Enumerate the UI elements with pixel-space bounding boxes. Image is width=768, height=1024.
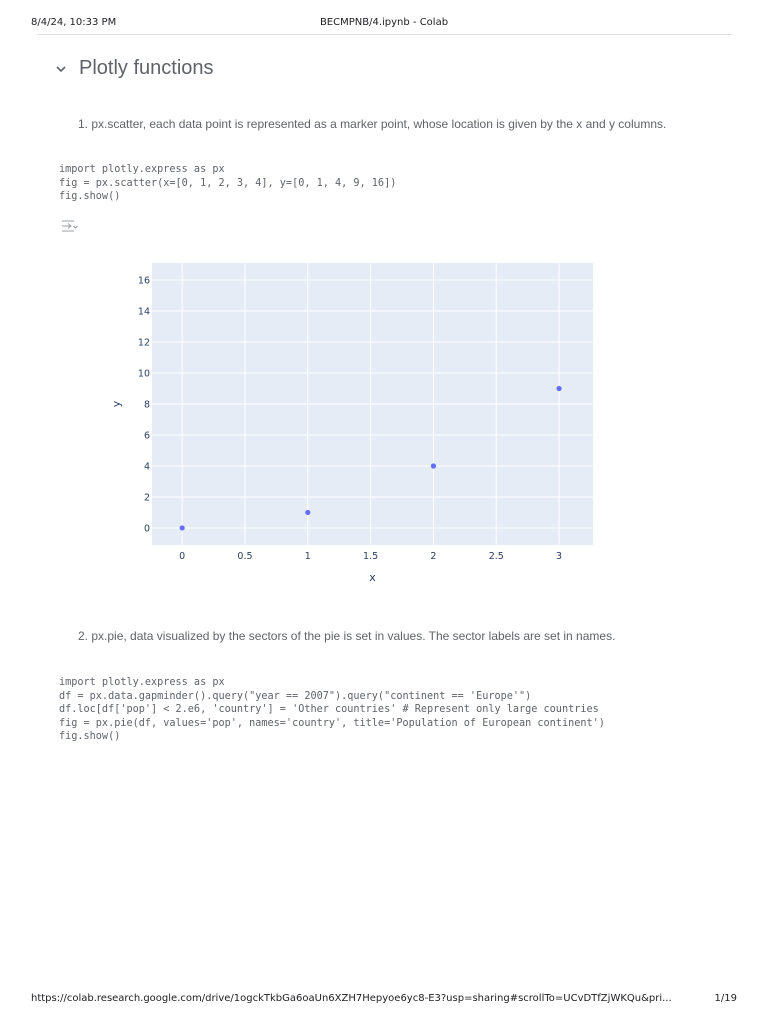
section-title: Plotly functions <box>79 57 214 79</box>
chevron-down-icon[interactable] <box>53 61 69 77</box>
y-tick-label: 16 <box>137 275 150 287</box>
y-axis-label: y <box>110 400 123 408</box>
y-tick-label: 4 <box>143 461 150 473</box>
y-tick-label: 2 <box>143 492 150 504</box>
page-number: 1/19 <box>714 993 737 1004</box>
y-tick-label: 8 <box>143 399 150 411</box>
x-tick-label: 2 <box>430 551 437 562</box>
x-tick-label: 0.5 <box>237 551 253 562</box>
code-cell-1[interactable] <box>59 163 396 204</box>
y-tick-label: 6 <box>143 430 150 442</box>
y-tick-label: 0 <box>143 523 150 535</box>
markdown-cell-1: 1. px.scatter, each data point is represented as a marker point, whose location is given by the x and y columns. <box>78 117 667 131</box>
x-axis-label: x <box>369 571 376 584</box>
y-tick-label: 10 <box>137 368 150 380</box>
header-divider <box>37 34 732 35</box>
x-tick-label: 1.5 <box>363 551 379 562</box>
scatter-chart[interactable] <box>100 255 600 585</box>
x-tick-label: 1 <box>304 551 311 562</box>
x-tick-label: 3 <box>556 551 563 562</box>
data-point <box>180 525 185 530</box>
code-line: df.loc[df['pop'] < 2.e6, 'country'] = 'Other countries' # Represent only large countries <box>59 704 599 716</box>
y-tick-label: 12 <box>137 337 150 349</box>
code-line: fig = px.pie(df, values='pop', names='country', title='Population of European continent') <box>59 717 605 729</box>
y-tick-label: 14 <box>137 306 150 318</box>
x-tick-label: 2.5 <box>488 551 504 562</box>
data-point <box>305 510 310 515</box>
code-cell-2[interactable] <box>59 676 605 744</box>
data-point <box>556 386 561 391</box>
print-datetime: 8/4/24, 10:33 PM <box>31 17 117 28</box>
code-line: fig.show() <box>59 731 121 743</box>
code-line: fig = px.scatter(x=[0, 1, 2, 3, 4], y=[0, 1, 4, 9, 16]) <box>59 177 397 189</box>
code-line: import plotly.express as px <box>59 677 225 688</box>
section-header[interactable] <box>53 57 214 80</box>
markdown-cell-2: 2. px.pie, data visualized by the sectors of the pie is set in values. The sector labels are set in names. <box>78 629 616 643</box>
x-tick-labels <box>179 551 562 562</box>
code-line: df = px.data.gapminder().query("year == 2007").query("continent == 'Europe'") <box>59 690 532 702</box>
page-title: BECMPNB/4.ipynb - Colab <box>319 17 449 28</box>
output-toggle-icon[interactable] <box>60 218 78 234</box>
code-line: fig.show() <box>59 191 121 203</box>
footer-url: https://colab.research.google.com/drive/1ogckTkbGa6oaUn6XZH7Hepyoe6yc8-E3?usp=sharing#scrollTo=UCvDTfZjWKQu&pri... <box>31 993 672 1004</box>
data-point <box>431 463 436 468</box>
y-tick-labels <box>138 276 150 535</box>
x-tick-label: 0 <box>179 551 186 562</box>
code-line: import plotly.express as px <box>59 164 225 175</box>
